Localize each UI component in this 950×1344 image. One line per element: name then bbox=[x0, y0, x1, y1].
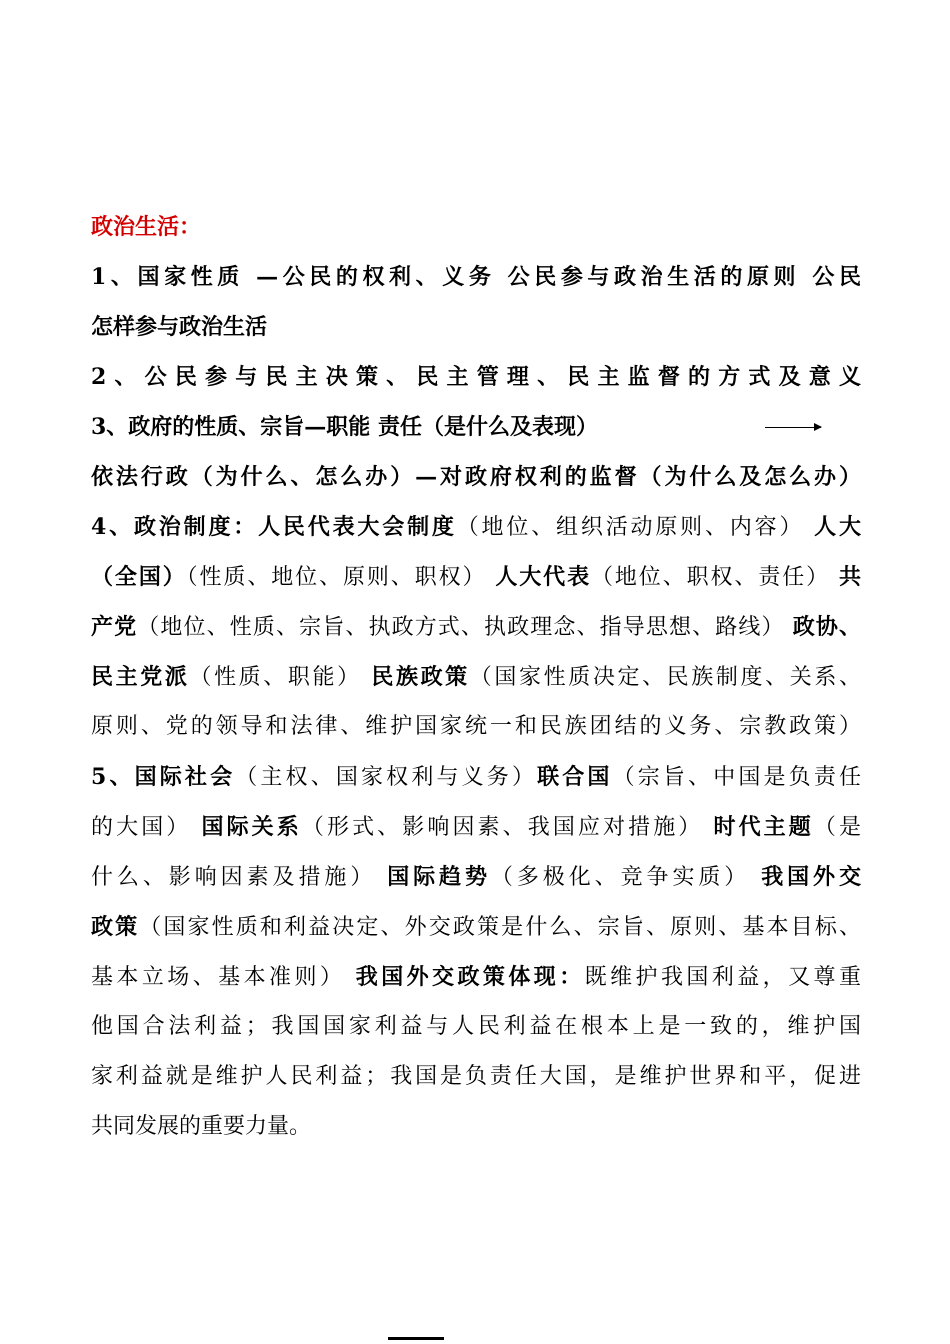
intl-trend-heading: 国际趋势 bbox=[387, 864, 491, 890]
democratic-parties-heading: 民主党派 bbox=[91, 664, 190, 690]
s5-l3-detail: 什么、影响因素及措施） bbox=[91, 865, 377, 890]
s5-l3-detail2: （多极化、竞争实质） bbox=[490, 865, 751, 890]
foreign-policy-heading-part2: 政策 bbox=[91, 914, 140, 940]
s4-l4-detail: （性质、职能） bbox=[189, 665, 362, 690]
s3-line1-text: 3、政府的性质、宗旨—职能 责任（是什么及表现） bbox=[91, 414, 598, 440]
s5-l2-detail2: （形式、影响因素、我国应对措施） bbox=[301, 815, 704, 840]
s5-l5-detail: 基本立场、基本准则） bbox=[91, 965, 346, 990]
s3-line2: 依法行政（为什么、怎么办）—对政府权利的监督（为什么及怎么办） bbox=[91, 464, 861, 490]
s4-line3 bbox=[91, 602, 861, 652]
s4-l1-detail: （地位、组织活动原则、内容） bbox=[456, 515, 805, 540]
s5-line4 bbox=[91, 902, 861, 952]
cpc-heading-part1: 共 bbox=[838, 564, 861, 590]
s5-line1 bbox=[91, 752, 861, 802]
npc-national: （全国） bbox=[91, 564, 187, 590]
document-body bbox=[91, 202, 861, 1152]
s5-line6: 他国合法利益；我国国家利益与人民利益在根本上是一致的，维护国 bbox=[91, 1014, 861, 1039]
ethnic-policy-heading: 民族政策 bbox=[371, 664, 470, 690]
political-system-heading: 4、政治制度：人民代表大会制度 bbox=[91, 514, 457, 540]
s4-l3-detail: （地位、性质、宗旨、执政方式、执政理念、指导思想、路线） bbox=[137, 615, 785, 640]
s4-line2 bbox=[91, 552, 861, 602]
s4-line4 bbox=[91, 652, 861, 702]
s1-line1: 1、国家性质 —公民的权利、义务 公民参与政治生活的原则 公民 bbox=[91, 264, 861, 290]
s5-l2-detail: 的大国） bbox=[91, 815, 192, 840]
un-heading: 联合国 bbox=[537, 764, 613, 790]
s5-l5-detail2: 既维护我国利益，又尊重 bbox=[584, 965, 861, 990]
s4-l2-detail: （性质、地位、原则、职权） bbox=[186, 565, 487, 590]
cpc-heading-part2: 产党 bbox=[91, 614, 138, 640]
s5-l1-detail2: （宗旨、中国是负责任 bbox=[612, 765, 861, 790]
s2-line1: 2、公民参与民主决策、民主管理、民主监督的方式及意义 bbox=[91, 364, 861, 390]
npc-heading: 人大 bbox=[814, 514, 861, 540]
bottom-arrow-icon bbox=[388, 1337, 444, 1340]
s5-line7: 家利益就是维护人民利益；我国是负责任大国，是维护世界和平，促进 bbox=[91, 1064, 861, 1089]
s5-line3 bbox=[91, 852, 861, 902]
s4-l4-detail2: （国家性质决定、民族制度、关系、 bbox=[469, 665, 861, 690]
s1-line2: 怎样参与政治生活 bbox=[91, 314, 268, 340]
section-title: 政治生活： bbox=[91, 214, 202, 240]
era-theme-heading: 时代主题 bbox=[713, 814, 814, 840]
right-arrow-icon bbox=[765, 427, 821, 428]
s4-line5: 原则、党的领导和法律、维护国家统一和民族团结的义务、宗教政策） bbox=[91, 714, 861, 739]
intl-relations-heading: 国际关系 bbox=[201, 814, 302, 840]
intl-society-heading: 5、国际社会 bbox=[91, 764, 236, 790]
s5-line8: 共同发展的重要力量。 bbox=[91, 1114, 312, 1139]
s4-line1 bbox=[91, 502, 861, 552]
s3-line1 bbox=[91, 402, 861, 452]
s5-line2 bbox=[91, 802, 861, 852]
cppcc-heading: 政协、 bbox=[792, 614, 861, 640]
s5-l1-detail: （主权、国家权利与义务） bbox=[235, 765, 538, 790]
s5-l2-detail3: （是 bbox=[813, 815, 861, 840]
s5-l4-detail: （国家性质和利益决定、外交政策是什么、宗旨、原则、基本目标、 bbox=[139, 915, 861, 940]
foreign-policy-heading-part1: 我国外交 bbox=[761, 864, 861, 890]
s5-line5 bbox=[91, 952, 861, 1002]
s4-l2-detail2: （地位、职权、责任） bbox=[590, 565, 831, 590]
npc-deputy-heading: 人大代表 bbox=[495, 564, 591, 590]
foreign-policy-embodiment-heading: 我国外交政策体现： bbox=[355, 964, 585, 990]
